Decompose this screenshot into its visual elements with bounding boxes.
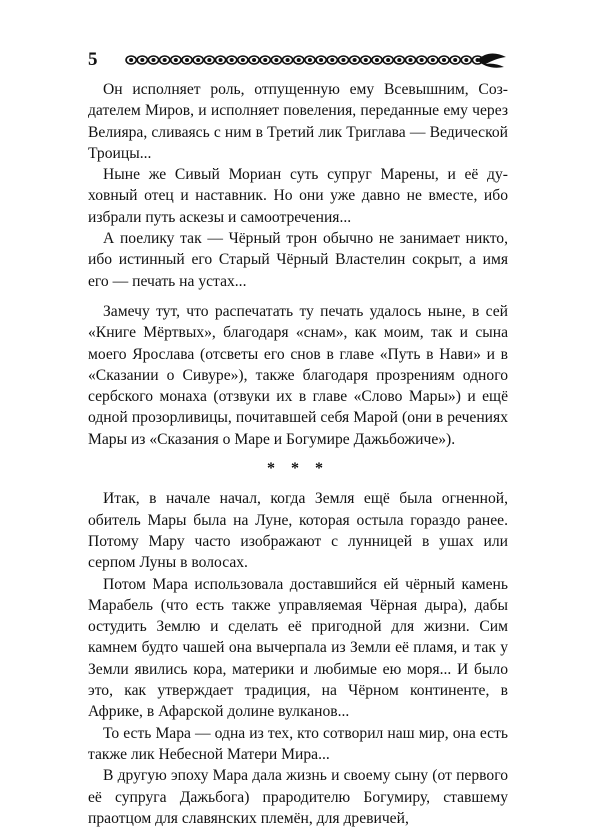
ornament-border-icon (122, 49, 508, 71)
paragraph: Он исполняет роль, отпущенную ему Всевышним, Создателем Миров, и исполняет повеления, переданные ему через Велияра, сливаясь с ним в Третий лик Триглава — Ведической Троицы... (88, 81, 508, 162)
page-number: 5 (88, 49, 98, 70)
paragraph: Замечу тут, что распечатать ту печать удалось ныне, в сей «Книге Мёртвых», благодаря «снам», как моим, так и сына моего Ярослава (отсветы его снов в главе «Путь в Нави» и в «Сказании о Сивуре»), также благодаря прозрениям одного сербского монаха (отзвуки их в главе «Слово Мары») и ещё одной прозорливицы, почитавшей себя Марой (они в речениях Мары из «Сказания о Маре и Богумире Дажьбожиче»). (88, 302, 508, 448)
paragraph: Ныне же Сивый Мориан суть супруг Марены, и её духовный отец и наставник. Но они уже давно не вместе, ибо избрали путь аскезы и самоотречения... (88, 166, 508, 226)
paragraph: То есть Мара — одна из тех, кто сотворил наш мир, она есть также лик Небесной Матери Мира... (88, 724, 508, 763)
page-header (88, 47, 508, 73)
paragraph: Потом Мара использовала доставшийся ей чёрный камень Марабель (что есть также управляемая Чёрная дыра), дабы остудить Землю и сделать её пригодной для жизни. Сим камнем будто чашей она вычерпала из Земли её пламя, и так у Земли явились кора, материки и любимые ею моря... И было это, как утверждает традиция, на Чёрном континенте, в Африке, в Афарской долине вулканов... (88, 575, 508, 721)
paragraph: Итак, в начале начал, когда Земля ещё была огненной, обитель Мары была на Луне, которая остыла гораздо ранее. Потому Мару часто изображают с лунницей в ушах или серпом Луны в волосах. (88, 490, 508, 572)
paragraph: В другую эпоху Мара дала жизнь и своему сыну (от первого её супруга Дажьбога) прародителю Богумиру, ставшему праотцом для славянских племён, для древичей, (88, 767, 508, 827)
paragraph: А поелику так — Чёрный трон обычно не занимает никто, ибо истинный его Старый Чёрный Властелин сокрыт, а имя его — печать на устах... (88, 230, 508, 290)
section-divider: * * * (267, 460, 329, 478)
body-text (88, 79, 508, 829)
